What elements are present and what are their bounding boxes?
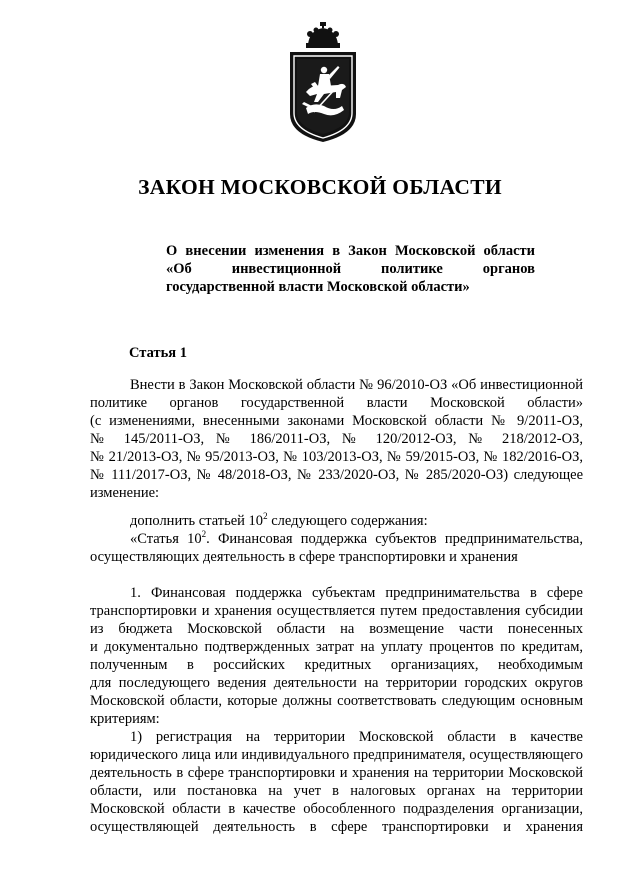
text-line: изменение:: [90, 485, 160, 501]
supplement-prefix: дополнить статьей 10: [130, 513, 264, 529]
new-article-sup: 2: [201, 529, 207, 539]
text-line: осуществляющих деятельность в сфере транспортировки и хранения: [90, 549, 518, 565]
text-line: области, или постановка на учет в налоговых органах на территории: [90, 783, 583, 799]
new-article-prefix: «Статья 10: [130, 531, 202, 547]
new-article-rest: . Финансовая поддержка субъектов предпринимательства,: [206, 531, 583, 547]
text-line: и документально подтвержденных затрат на уплату процентов по кредитам,: [90, 639, 583, 655]
law-subtitle: [166, 242, 535, 296]
text-line: юридического лица или индивидуального предпринимателя, осуществляющего: [90, 747, 583, 763]
text-line: Московской области, которые должны соответствовать следующим основным: [90, 693, 583, 709]
law-title: ЗАКОН МОСКОВСКОЙ ОБЛАСТИ: [138, 175, 502, 199]
text-line: № 111/2017-ОЗ, № 48/2018-ОЗ, № 233/2020-ОЗ, № 285/2020-ОЗ) следующее: [90, 467, 583, 483]
text-line: для последующего ведения деятельности на территории городских округов: [90, 675, 583, 691]
subtitle-line: О внесении изменения в Закон Московской области: [166, 243, 535, 259]
moscow-oblast-coat-of-arms-icon: [284, 22, 362, 144]
text-line: № 145/2011-ОЗ, № 186/2011-ОЗ, № 120/2012-ОЗ, № 218/2012-ОЗ,: [90, 431, 583, 447]
text-line: политике органов государственной власти Московской области»: [90, 395, 583, 411]
text-line: [90, 512, 583, 530]
supplement-paragraph: [90, 512, 583, 566]
text-line: Московской области в качестве обособленного подразделения организации,: [90, 801, 583, 817]
subtitle-line: государственной власти Московской области»: [166, 279, 470, 295]
text-line: транспортировки и хранения осуществляется путем предоставления субсидии: [90, 603, 583, 619]
supplement-sup: 2: [263, 511, 268, 521]
text-line: критериям:: [90, 711, 160, 727]
subtitle-line: «Об инвестиционной политике органов: [166, 261, 535, 277]
point-1-paragraph: [90, 584, 583, 728]
text-line: 1) регистрация на территории Московской области в качестве: [130, 729, 583, 745]
text-line: 1. Финансовая поддержка субъектам предпринимательства в сфере: [130, 585, 583, 601]
text-line: Внести в Закон Московской области № 96/2010-ОЗ «Об инвестиционной: [130, 377, 583, 393]
text-line: деятельность в сфере транспортировки и хранения на территории Московской: [90, 765, 583, 781]
supplement-suffix: следующего содержания:: [267, 513, 428, 529]
criterion-1-paragraph: [90, 728, 583, 836]
text-line: из бюджета Московской области на возмещение части понесенных: [90, 621, 583, 637]
text-line: полученным в российских кредитных организациях, необходимым: [90, 657, 583, 673]
text-line: осуществляющей деятельность в сфере транспортировки и хранения: [90, 819, 583, 835]
text-line: [90, 530, 583, 548]
text-line: № 21/2013-ОЗ, № 95/2013-ОЗ, № 103/2013-ОЗ, № 59/2015-ОЗ, № 182/2016-ОЗ,: [90, 449, 583, 465]
intro-paragraph: [90, 376, 583, 502]
article-heading: Статья 1: [129, 345, 187, 361]
text-line: (с изменениями, внесенными законами Московской области № 9/2011-ОЗ,: [90, 413, 583, 429]
